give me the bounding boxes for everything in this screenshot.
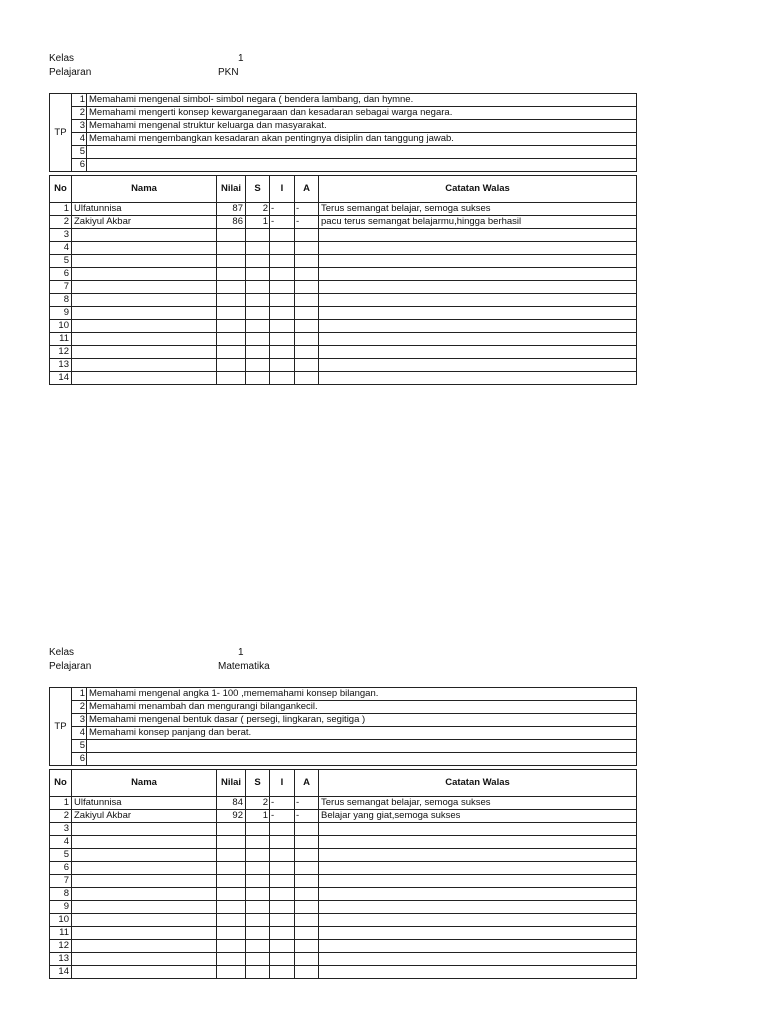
absence-izin <box>270 346 295 359</box>
table-row <box>50 875 637 888</box>
tp-number: 6 <box>72 159 87 172</box>
student-name <box>72 849 217 862</box>
student-name <box>72 333 217 346</box>
tp-text: Memahami mengenal bentuk dasar ( persegi, lingkaran, segitiga ) <box>87 714 637 727</box>
row-number: 9 <box>50 901 72 914</box>
student-name <box>72 307 217 320</box>
row-number: 3 <box>50 229 72 242</box>
absence-sakit <box>246 927 270 940</box>
score-value <box>217 953 246 966</box>
table-row <box>50 927 637 940</box>
row-number: 13 <box>50 953 72 966</box>
student-name <box>72 320 217 333</box>
row-number: 5 <box>50 849 72 862</box>
homeroom-note <box>319 901 637 914</box>
table-row <box>50 255 637 268</box>
score-value: 84 <box>217 797 246 810</box>
row-number: 12 <box>50 346 72 359</box>
grades-body <box>50 203 637 385</box>
row-number: 1 <box>50 797 72 810</box>
absence-alpa <box>295 333 319 346</box>
score-value <box>217 901 246 914</box>
row-number: 2 <box>50 810 72 823</box>
score-value <box>217 836 246 849</box>
homeroom-note <box>319 255 637 268</box>
homeroom-note <box>319 914 637 927</box>
tp-label: TP <box>50 688 72 766</box>
tp-text: Memahami mengembangkan kesadaran akan pentingnya disiplin dan tanggung jawab. <box>87 133 637 146</box>
student-name <box>72 927 217 940</box>
student-name <box>72 862 217 875</box>
homeroom-note: Terus semangat belajar, semoga sukses <box>319 797 637 810</box>
absence-alpa <box>295 242 319 255</box>
absence-sakit <box>246 875 270 888</box>
student-name: Ulfatunnisa <box>72 203 217 216</box>
score-value <box>217 927 246 940</box>
absence-alpa <box>295 927 319 940</box>
absence-sakit: 2 <box>246 203 270 216</box>
header-catatan: Catatan Walas <box>319 770 637 797</box>
row-number: 8 <box>50 888 72 901</box>
score-value: 86 <box>217 216 246 229</box>
tp-text: Memahami konsep panjang dan berat. <box>87 727 637 740</box>
tp-row <box>50 133 637 146</box>
grades-table <box>49 175 637 385</box>
tp-row <box>50 94 637 107</box>
absence-sakit <box>246 966 270 979</box>
tp-number: 5 <box>72 740 87 753</box>
absence-izin: - <box>270 216 295 229</box>
student-name <box>72 888 217 901</box>
tp-number: 1 <box>72 94 87 107</box>
absence-alpa <box>295 229 319 242</box>
tp-row <box>50 714 637 727</box>
table-row <box>50 953 637 966</box>
absence-sakit <box>246 268 270 281</box>
homeroom-note: Terus semangat belajar, semoga sukses <box>319 203 637 216</box>
tp-number: 3 <box>72 714 87 727</box>
homeroom-note <box>319 849 637 862</box>
tp-row <box>50 740 637 753</box>
header-s: S <box>246 770 270 797</box>
header-a: A <box>295 176 319 203</box>
absence-sakit: 2 <box>246 797 270 810</box>
absence-alpa <box>295 901 319 914</box>
absence-izin <box>270 255 295 268</box>
absence-alpa: - <box>295 203 319 216</box>
student-name <box>72 953 217 966</box>
table-row <box>50 294 637 307</box>
absence-sakit <box>246 372 270 385</box>
absence-sakit <box>246 836 270 849</box>
absence-izin <box>270 966 295 979</box>
absence-izin <box>270 836 295 849</box>
table-row <box>50 346 637 359</box>
absence-izin <box>270 320 295 333</box>
score-value: 87 <box>217 203 246 216</box>
score-value <box>217 255 246 268</box>
row-number: 12 <box>50 940 72 953</box>
student-name <box>72 823 217 836</box>
tp-row <box>50 688 637 701</box>
row-number: 8 <box>50 294 72 307</box>
absence-sakit <box>246 914 270 927</box>
absence-izin: - <box>270 797 295 810</box>
score-value <box>217 914 246 927</box>
homeroom-note <box>319 823 637 836</box>
score-value <box>217 888 246 901</box>
absence-izin: - <box>270 203 295 216</box>
pelajaran-label: Pelajaran <box>49 67 92 78</box>
score-value <box>217 875 246 888</box>
homeroom-note <box>319 359 637 372</box>
tp-text: Memahami mengerti konsep kewarganegaraan dan kesadaran sebagai warga negara. <box>87 107 637 120</box>
row-number: 1 <box>50 203 72 216</box>
absence-alpa: - <box>295 810 319 823</box>
homeroom-note <box>319 953 637 966</box>
tp-table <box>49 687 637 766</box>
score-value <box>217 333 246 346</box>
student-name <box>72 875 217 888</box>
score-value: 92 <box>217 810 246 823</box>
table-row <box>50 810 637 823</box>
tp-row <box>50 146 637 159</box>
absence-sakit <box>246 346 270 359</box>
row-number: 4 <box>50 836 72 849</box>
absence-sakit <box>246 255 270 268</box>
absence-alpa <box>295 268 319 281</box>
tp-number: 6 <box>72 753 87 766</box>
homeroom-note <box>319 333 637 346</box>
table-row <box>50 849 637 862</box>
absence-izin <box>270 914 295 927</box>
score-value <box>217 359 246 372</box>
grades-header-row <box>50 770 637 797</box>
score-value <box>217 849 246 862</box>
header-no: No <box>50 770 72 797</box>
absence-izin <box>270 953 295 966</box>
absence-sakit <box>246 333 270 346</box>
homeroom-note <box>319 888 637 901</box>
absence-sakit <box>246 849 270 862</box>
score-value <box>217 346 246 359</box>
absence-izin <box>270 242 295 255</box>
absence-alpa <box>295 320 319 333</box>
tp-text: Memahami mengenal angka 1- 100 ,mememahami konsep bilangan. <box>87 688 637 701</box>
absence-alpa: - <box>295 216 319 229</box>
header-i: I <box>270 770 295 797</box>
table-row <box>50 242 637 255</box>
score-value <box>217 242 246 255</box>
absence-sakit <box>246 953 270 966</box>
absence-izin <box>270 901 295 914</box>
tp-items <box>50 688 637 766</box>
table-row <box>50 888 637 901</box>
absence-sakit <box>246 359 270 372</box>
tp-row <box>50 107 637 120</box>
student-name <box>72 255 217 268</box>
student-name <box>72 281 217 294</box>
absence-izin <box>270 888 295 901</box>
tp-text <box>87 146 637 159</box>
table-row <box>50 307 637 320</box>
absence-izin: - <box>270 810 295 823</box>
tp-number: 2 <box>72 107 87 120</box>
student-name <box>72 359 217 372</box>
row-number: 11 <box>50 927 72 940</box>
tp-number: 4 <box>72 133 87 146</box>
tp-text <box>87 753 637 766</box>
homeroom-note <box>319 372 637 385</box>
absence-alpa <box>295 281 319 294</box>
row-number: 4 <box>50 242 72 255</box>
table-row <box>50 268 637 281</box>
table-row <box>50 966 637 979</box>
kelas-value: 1 <box>238 647 244 658</box>
row-number: 10 <box>50 320 72 333</box>
score-value <box>217 862 246 875</box>
table-row <box>50 333 637 346</box>
row-number: 3 <box>50 823 72 836</box>
tp-text: Memahami mengenal struktur keluarga dan masyarakat. <box>87 120 637 133</box>
tp-number: 2 <box>72 701 87 714</box>
score-value <box>217 281 246 294</box>
table-row <box>50 836 637 849</box>
tp-label: TP <box>50 94 72 172</box>
student-name <box>72 914 217 927</box>
student-name <box>72 242 217 255</box>
absence-alpa <box>295 966 319 979</box>
tp-text: Memahami menambah dan mengurangi bilangankecil. <box>87 701 637 714</box>
homeroom-note <box>319 346 637 359</box>
row-number: 9 <box>50 307 72 320</box>
student-name <box>72 966 217 979</box>
absence-alpa <box>295 862 319 875</box>
student-name <box>72 268 217 281</box>
row-number: 7 <box>50 875 72 888</box>
absence-izin <box>270 940 295 953</box>
grades-body <box>50 797 637 979</box>
table-row <box>50 229 637 242</box>
absence-izin <box>270 333 295 346</box>
table-row <box>50 901 637 914</box>
tp-text <box>87 740 637 753</box>
row-number: 5 <box>50 255 72 268</box>
tp-number: 5 <box>72 146 87 159</box>
student-name: Zakiyul Akbar <box>72 216 217 229</box>
table-row <box>50 281 637 294</box>
table-row <box>50 203 637 216</box>
score-value <box>217 294 246 307</box>
header-nama: Nama <box>72 770 217 797</box>
table-row <box>50 216 637 229</box>
row-number: 13 <box>50 359 72 372</box>
student-name <box>72 346 217 359</box>
table-row <box>50 823 637 836</box>
score-value <box>217 268 246 281</box>
table-row <box>50 320 637 333</box>
absence-izin <box>270 927 295 940</box>
absence-alpa <box>295 359 319 372</box>
absence-izin <box>270 372 295 385</box>
homeroom-note <box>319 281 637 294</box>
kelas-value: 1 <box>238 53 244 64</box>
absence-sakit <box>246 940 270 953</box>
absence-alpa <box>295 836 319 849</box>
homeroom-note <box>319 966 637 979</box>
row-number: 14 <box>50 372 72 385</box>
homeroom-note <box>319 320 637 333</box>
header-s: S <box>246 176 270 203</box>
absence-izin <box>270 359 295 372</box>
absence-sakit: 1 <box>246 810 270 823</box>
homeroom-note <box>319 836 637 849</box>
absence-alpa <box>295 346 319 359</box>
score-value <box>217 966 246 979</box>
absence-sakit <box>246 320 270 333</box>
homeroom-note <box>319 229 637 242</box>
student-name <box>72 229 217 242</box>
row-number: 6 <box>50 862 72 875</box>
pelajaran-value: PKN <box>218 67 239 78</box>
student-name <box>72 294 217 307</box>
score-value <box>217 320 246 333</box>
absence-izin <box>270 875 295 888</box>
row-number: 11 <box>50 333 72 346</box>
student-name <box>72 940 217 953</box>
row-number: 7 <box>50 281 72 294</box>
table-row <box>50 359 637 372</box>
absence-izin <box>270 229 295 242</box>
score-value <box>217 823 246 836</box>
absence-sakit <box>246 229 270 242</box>
row-number: 6 <box>50 268 72 281</box>
student-name: Zakiyul Akbar <box>72 810 217 823</box>
header-nama: Nama <box>72 176 217 203</box>
student-name <box>72 836 217 849</box>
homeroom-note <box>319 940 637 953</box>
absence-alpa <box>295 914 319 927</box>
pelajaran-value: Matematika <box>218 661 270 672</box>
student-name <box>72 901 217 914</box>
absence-izin <box>270 862 295 875</box>
tp-number: 3 <box>72 120 87 133</box>
absence-sakit: 1 <box>246 216 270 229</box>
tp-text: Memahami mengenal simbol- simbol negara ( bendera lambang, dan hymne. <box>87 94 637 107</box>
tp-number: 4 <box>72 727 87 740</box>
grades-header-row <box>50 176 637 203</box>
absence-alpa <box>295 953 319 966</box>
score-value <box>217 372 246 385</box>
homeroom-note: pacu terus semangat belajarmu,hingga berhasil <box>319 216 637 229</box>
absence-alpa <box>295 849 319 862</box>
header-i: I <box>270 176 295 203</box>
absence-izin <box>270 307 295 320</box>
row-number: 14 <box>50 966 72 979</box>
tp-row <box>50 701 637 714</box>
absence-alpa <box>295 294 319 307</box>
absence-sakit <box>246 823 270 836</box>
header-nilai: Nilai <box>217 770 246 797</box>
absence-alpa <box>295 940 319 953</box>
tp-items <box>50 94 637 172</box>
table-row <box>50 372 637 385</box>
tp-row <box>50 120 637 133</box>
tp-table <box>49 93 637 172</box>
row-number: 2 <box>50 216 72 229</box>
score-value <box>217 229 246 242</box>
tp-row <box>50 753 637 766</box>
table-row <box>50 862 637 875</box>
row-number: 10 <box>50 914 72 927</box>
homeroom-note: Belajar yang giat,semoga sukses <box>319 810 637 823</box>
header-a: A <box>295 770 319 797</box>
kelas-label: Kelas <box>49 53 75 64</box>
absence-sakit <box>246 281 270 294</box>
homeroom-note <box>319 268 637 281</box>
score-value <box>217 307 246 320</box>
absence-izin <box>270 294 295 307</box>
kelas-label: Kelas <box>49 647 75 658</box>
student-name <box>72 372 217 385</box>
absence-alpa <box>295 888 319 901</box>
absence-alpa <box>295 875 319 888</box>
absence-izin <box>270 268 295 281</box>
absence-sakit <box>246 307 270 320</box>
absence-alpa: - <box>295 797 319 810</box>
table-row <box>50 940 637 953</box>
absence-izin <box>270 849 295 862</box>
score-value <box>217 940 246 953</box>
homeroom-note <box>319 927 637 940</box>
grades-table <box>49 769 637 979</box>
header-nilai: Nilai <box>217 176 246 203</box>
absence-alpa <box>295 307 319 320</box>
table-row <box>50 797 637 810</box>
tp-number: 1 <box>72 688 87 701</box>
tp-row <box>50 727 637 740</box>
absence-sakit <box>246 294 270 307</box>
homeroom-note <box>319 875 637 888</box>
homeroom-note <box>319 307 637 320</box>
absence-sakit <box>246 901 270 914</box>
header-catatan: Catatan Walas <box>319 176 637 203</box>
homeroom-note <box>319 242 637 255</box>
absence-alpa <box>295 823 319 836</box>
homeroom-note <box>319 294 637 307</box>
absence-izin <box>270 281 295 294</box>
pelajaran-label: Pelajaran <box>49 661 92 672</box>
absence-izin <box>270 823 295 836</box>
absence-sakit <box>246 862 270 875</box>
absence-alpa <box>295 255 319 268</box>
absence-sakit <box>246 242 270 255</box>
absence-sakit <box>246 888 270 901</box>
table-row <box>50 914 637 927</box>
homeroom-note <box>319 862 637 875</box>
student-name: Ulfatunnisa <box>72 797 217 810</box>
header-no: No <box>50 176 72 203</box>
absence-alpa <box>295 372 319 385</box>
tp-row <box>50 159 637 172</box>
tp-text <box>87 159 637 172</box>
